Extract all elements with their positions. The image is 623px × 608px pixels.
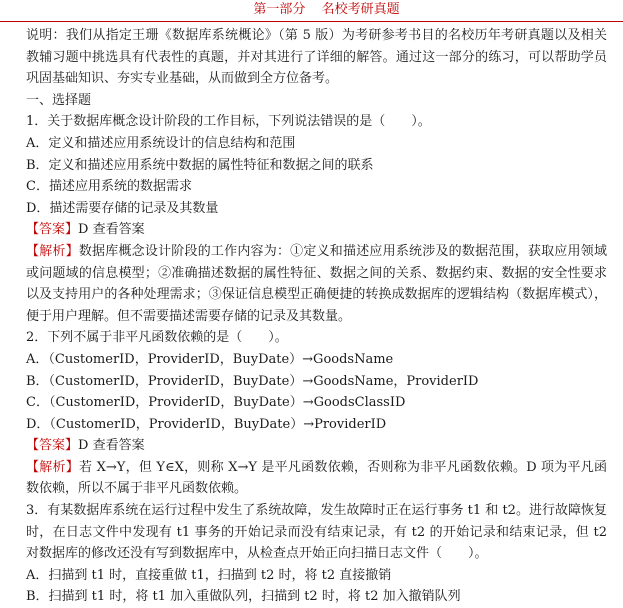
question-1-option-b: B．定义和描述应用系统中数据的属性特征和数据之间的联系 [26,157,374,173]
header-title: 名校考研真题 [321,2,400,17]
answer-label: 【答案】 [26,222,79,238]
question-1-analysis [26,241,607,327]
question-1-answer [26,219,607,241]
answer-link[interactable]: D 查看答案 [78,222,145,238]
analysis-text: 若 X→Y，但 Y∈X，则称 X→Y 是平凡函数依赖，否则称为非平凡函数依赖。D 项为平凡函数依赖，所以不属于非平凡函数依赖。 [26,459,607,497]
question-3-option-a: A．扫描到 t1 时，直接重做 t1，扫描到 t2 时，将 t2 直接撤销 [26,567,392,583]
header-part: 第一部分 [253,2,306,17]
question-2-option-a: A．（CustomerID，ProviderID，BuyDate）→GoodsName [26,351,394,367]
answer-label: 【答案】 [26,438,79,454]
question-1-option-d: D．描述需要存储的记录及其数量 [26,200,219,216]
question-1-stem: 1．关于数据库概念设计阶段的工作目标，下列说法错误的是（ ）。 [26,114,431,130]
question-2-option-c: C．（CustomerID，ProviderID，BuyDate）→GoodsClassID [26,395,406,411]
question-3-option-b: B．扫描到 t1 时，将 t1 加入重做队列，扫描到 t2 时，将 t2 加入撤销队列 [26,589,461,605]
analysis-text: 数据库概念设计阶段的工作内容为：①定义和描述应用系统涉及的数据范围，获取应用领域或问题域的信息模型；②准确描述数据的属性特征、数据之间的关系、数据约束、数据的安全性要求以及支持用户的各种处理需求；③保证信息模型正确便捷的转换成数据库的逻辑结构（数据库模式），便于用户理解。但不需要描述需要存储的记录及其数量。 [26,243,607,324]
question-1-option-c: C．描述应用系统的数据需求 [26,179,192,195]
question-3-stem: 3．有某数据库系统在运行过程中发生了系统故障，发生故障时正在运行事务 t1 和 t2。进行故障恢复时，在日志文件中发现有 t1 事务的开始记录而没有结束记录，有 t2 的开始记录和结束记录，但 t2 对数据库的修改还没有写到数据库中，从检查点开始正向扫描日志文件（ ）。 [26,503,607,562]
question-1-option-a: A．定义和描述应用系统设计的信息结构和范围 [26,135,296,151]
analysis-label: 【解析】 [26,243,79,259]
question-2-answer [26,435,607,457]
question-2-option-b: B．（CustomerID，ProviderID，BuyDate）→GoodsName，ProviderID [26,373,479,389]
question-2-option-d: D．（CustomerID，ProviderID，BuyDate）→ProviderID [26,416,387,432]
intro-paragraph: 说明：我们从指定王珊《数据库系统概论》（第 5 版）为考研参考书目的名校历年考研真题以及相关教辅习题中挑选具有代表性的真题，并对其进行了详细的解答。通过这一部分的练习，可以帮助学员巩固基础知识、夯实专业基础，从而做到全方位备考。 [26,28,607,87]
question-2-stem: 2．下列不属于非平凡函数依赖的是（ ）。 [26,330,288,346]
answer-link[interactable]: D 查看答案 [78,438,145,454]
section-heading: 一、选择题 [26,92,92,108]
analysis-label: 【解析】 [26,459,79,475]
page-header [0,0,623,22]
question-2-analysis [26,457,607,500]
